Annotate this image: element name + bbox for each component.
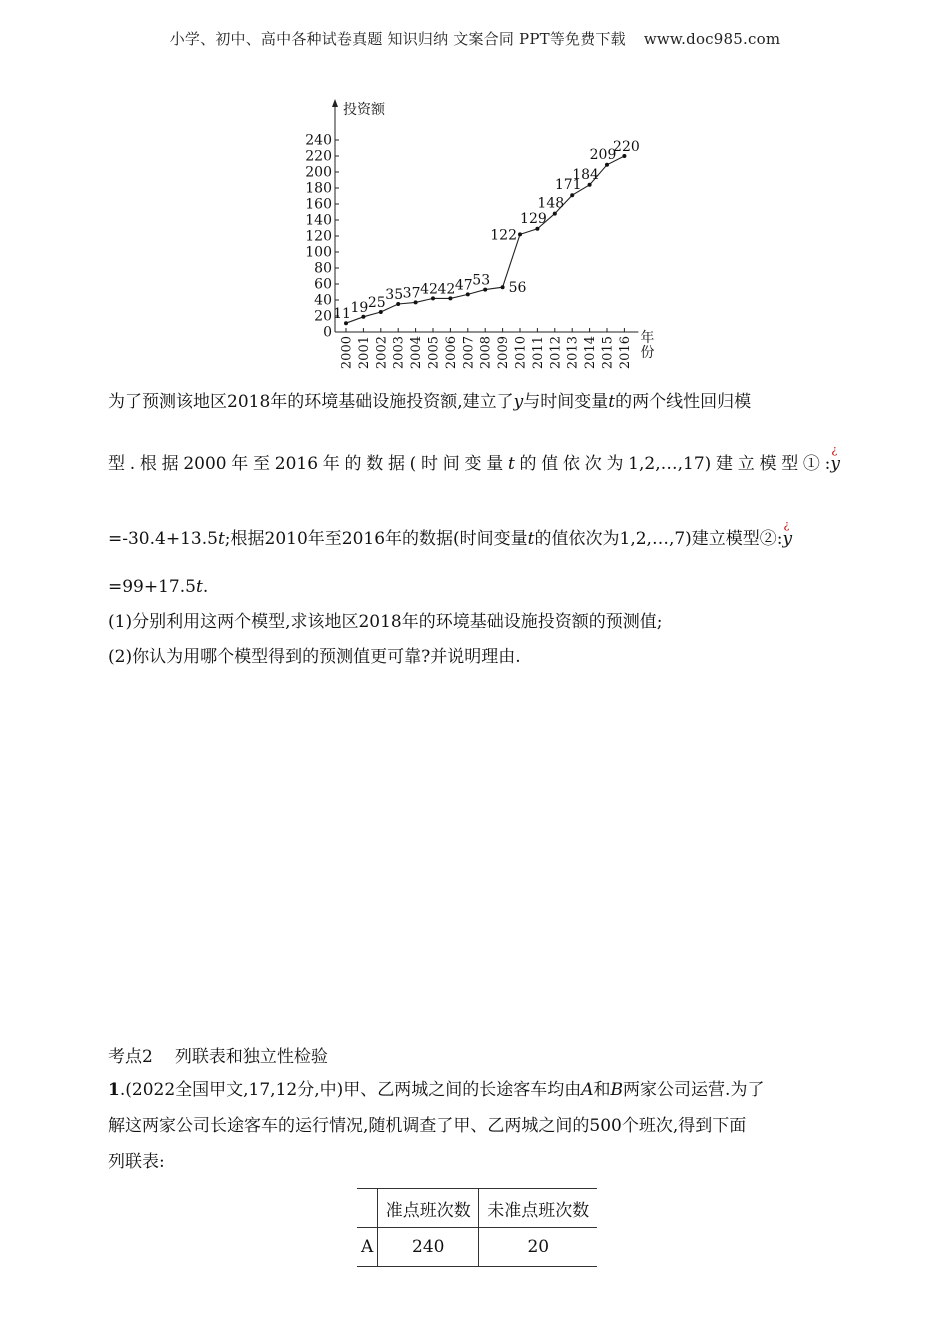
x-tick-label: 2015 xyxy=(600,336,616,370)
data-point xyxy=(588,183,592,187)
y-tick-label: 40 xyxy=(314,292,332,309)
data-label: 129 xyxy=(520,210,547,227)
table-header-cell: 准点班次数 xyxy=(378,1189,479,1228)
data-label: 122 xyxy=(490,227,517,244)
data-label: 37 xyxy=(402,285,421,302)
data-label: 42 xyxy=(420,281,438,298)
q1-line-1: 1.(2022全国甲文,17,12分,中)甲、乙两城之间的长途客车均由A和B两家公司运营.为了 xyxy=(108,1080,765,1100)
table-header-row xyxy=(357,1189,597,1228)
x-tick-label: 2008 xyxy=(478,336,494,370)
problem-line-2: 型.根据2000年至2016年的数据(时间变量t的值依次为1,2,…,17)建立模型①: ¿ y xyxy=(108,443,840,474)
table-header-cell xyxy=(357,1189,378,1228)
question-1: (1)分别利用这两个模型,求该地区2018年的环境基础设施投资额的预测值; xyxy=(108,612,663,632)
data-label: 25 xyxy=(367,295,386,311)
x-axis-label: 年 xyxy=(640,330,655,346)
y-tick-label: 120 xyxy=(305,228,332,245)
data-label: 220 xyxy=(613,139,640,155)
y-tick-label: 100 xyxy=(305,244,332,261)
data-point xyxy=(501,285,505,289)
data-point xyxy=(570,193,574,197)
y-tick-label: 200 xyxy=(305,164,332,181)
y-axis-label: 投资额 xyxy=(343,102,385,118)
x-tick-label: 2003 xyxy=(391,336,407,370)
data-label: 171 xyxy=(554,177,582,194)
x-tick-label: 2000 xyxy=(339,336,355,370)
table-cell: 20 xyxy=(479,1228,598,1267)
y-tick-label: 240 xyxy=(305,132,332,149)
table-cell: 240 xyxy=(378,1228,479,1267)
table-header-cell: 未准点班次数 xyxy=(479,1189,598,1228)
data-label: 148 xyxy=(537,195,565,212)
x-tick-label: 2005 xyxy=(426,336,442,370)
y-tick-label: 140 xyxy=(305,212,332,229)
problem-line-4: =99+17.5t. xyxy=(108,577,209,597)
data-label: 53 xyxy=(472,272,491,289)
x-tick-label: 2004 xyxy=(409,336,425,370)
y-tick-label: 0 xyxy=(323,324,332,341)
y-tick-label: 220 xyxy=(305,148,332,165)
data-label: 19 xyxy=(350,299,369,316)
data-label: 42 xyxy=(437,281,456,298)
x-tick-label: 2007 xyxy=(461,336,477,370)
y-tick-label: 180 xyxy=(305,180,332,197)
x-tick-label: 2001 xyxy=(356,336,372,370)
x-tick-label: 2002 xyxy=(374,336,390,370)
problem-line-3: =-30.4+13.5t;根据2010年至2016年的数据(时间变量t的值依次为1,2,…,7)建立模型②: ¿ y xyxy=(108,518,793,549)
table-row xyxy=(357,1228,597,1267)
x-tick-label: 2009 xyxy=(496,336,512,370)
x-tick-label: 2010 xyxy=(513,336,529,370)
investment-line-chart xyxy=(290,95,660,370)
q1-line-3: 列联表: xyxy=(108,1152,165,1172)
y-hat-symbol: ¿ y xyxy=(830,443,840,474)
data-label: 11 xyxy=(333,306,351,323)
section-title: 考点2 列联表和独立性检验 xyxy=(108,1047,328,1067)
problem-line-1: 为了预测该地区2018年的环境基础设施投资额,建立了y与时间变量t的两个线性回归模 xyxy=(108,392,752,412)
x-axis-label: 份 xyxy=(640,345,655,361)
data-label: 56 xyxy=(508,280,527,297)
data-point xyxy=(518,232,522,236)
data-point xyxy=(553,212,557,216)
q1-line-2: 解这两家公司长途客车的运行情况,随机调查了甲、乙两城之间的500个班次,得到下面 xyxy=(108,1116,747,1136)
data-point xyxy=(535,227,539,231)
question-2: (2)你认为用哪个模型得到的预测值更可靠?并说明理由. xyxy=(108,647,521,667)
x-tick-label: 2013 xyxy=(565,336,581,370)
y-tick-label: 60 xyxy=(314,276,332,293)
y-tick-label: 20 xyxy=(314,308,332,325)
data-label: 209 xyxy=(589,146,617,163)
y-axis-arrow xyxy=(332,99,338,107)
x-tick-label: 2016 xyxy=(617,336,633,370)
header-text: 小学、初中、高中各种试卷真题 知识归纳 文案合同 PPT等免费下载 xyxy=(169,30,626,48)
x-tick-label: 2014 xyxy=(583,336,599,370)
x-tick-label: 2012 xyxy=(548,336,564,370)
header-site: www.doc985.com xyxy=(643,30,781,48)
x-tick-label: 2006 xyxy=(443,336,459,370)
table-cell: A xyxy=(357,1228,378,1267)
data-label: 35 xyxy=(385,287,404,303)
x-tick-label: 2011 xyxy=(530,336,546,370)
y-tick-label: 160 xyxy=(305,196,332,213)
contingency-table xyxy=(357,1188,597,1267)
page-header xyxy=(0,28,950,49)
chart-series xyxy=(333,139,640,325)
y-tick-label: 80 xyxy=(314,260,332,277)
y-hat-symbol-2: ¿ y xyxy=(782,518,793,549)
data-label: 184 xyxy=(572,166,599,183)
data-label: 47 xyxy=(454,277,473,294)
data-point xyxy=(605,163,609,167)
